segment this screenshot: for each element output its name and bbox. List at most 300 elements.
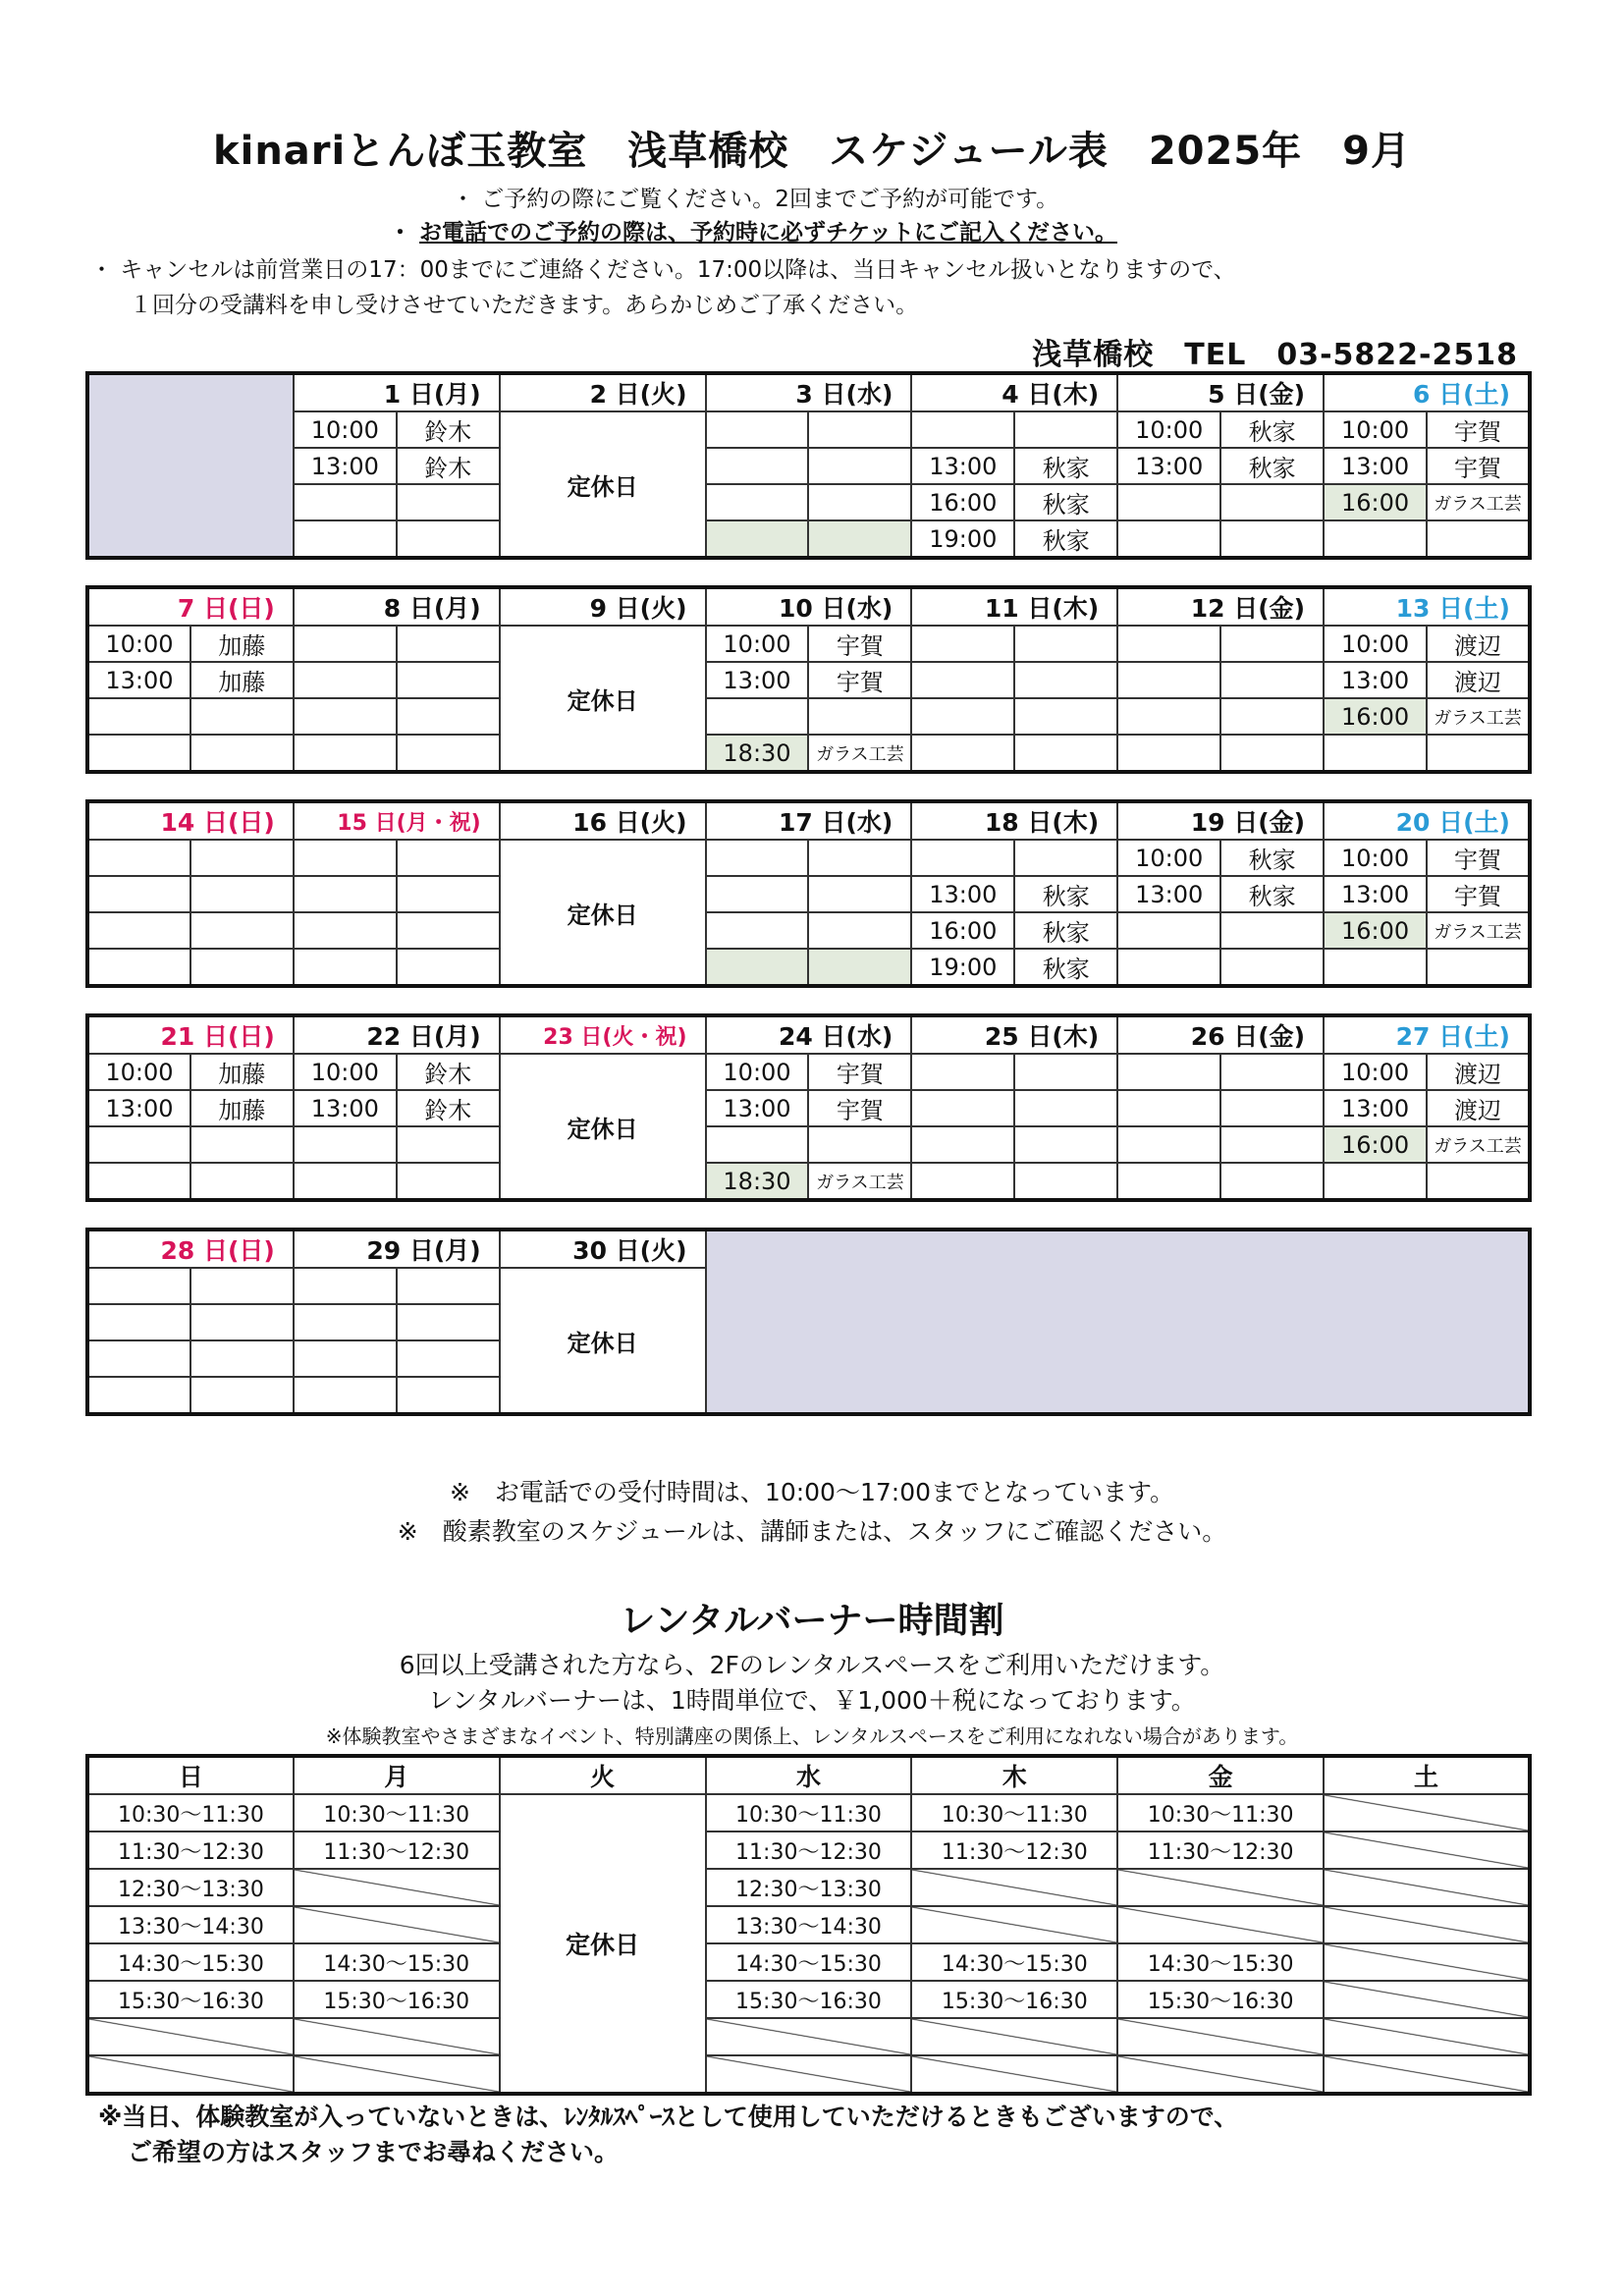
slot-instructor bbox=[1014, 1054, 1117, 1090]
slot-instructor bbox=[190, 735, 294, 772]
day-header: 3 日(水) bbox=[706, 373, 912, 411]
phone-reservation-note: ・ お電話でのご予約の際は、予約時に必ずチケットにご記入ください。 bbox=[389, 220, 1117, 246]
slot-instructor bbox=[1220, 698, 1324, 735]
rental-slot: 12:30～13:30 bbox=[706, 1869, 912, 1906]
slot-time bbox=[87, 840, 190, 876]
slot-instructor: 宇賀 bbox=[1427, 411, 1530, 448]
unavailable-slot bbox=[87, 2018, 294, 2055]
empty-day-cell bbox=[87, 373, 294, 558]
slot-instructor bbox=[397, 840, 500, 876]
slot-time: 13:00 bbox=[87, 1090, 190, 1126]
slot-instructor: 宇賀 bbox=[808, 662, 911, 698]
slot-time bbox=[1324, 949, 1427, 986]
slot-time: 13:00 bbox=[1117, 448, 1220, 484]
slot-instructor bbox=[397, 949, 500, 986]
slot-instructor bbox=[190, 1304, 294, 1340]
rental-slot: 15:30～16:30 bbox=[706, 1981, 912, 2018]
day-header: 29 日(月) bbox=[294, 1230, 500, 1268]
rental-slot: 13:30～14:30 bbox=[706, 1906, 912, 1943]
slot-instructor: 鈴木 bbox=[397, 411, 500, 448]
slot-instructor: ガラス工芸 bbox=[808, 735, 911, 772]
slot-row bbox=[87, 1126, 1530, 1163]
slot-time bbox=[1324, 520, 1427, 558]
slot-instructor bbox=[1427, 735, 1530, 772]
slot-time bbox=[1117, 912, 1220, 949]
slot-instructor: 宇賀 bbox=[1427, 840, 1530, 876]
slot-time: 10:00 bbox=[1117, 840, 1220, 876]
day-header: 19 日(金) bbox=[1117, 801, 1324, 840]
slot-instructor bbox=[1220, 520, 1324, 558]
rental-slot: 11:30～12:30 bbox=[911, 1831, 1117, 1869]
day-header: 24 日(水) bbox=[706, 1015, 912, 1054]
slot-instructor bbox=[397, 912, 500, 949]
slot-time: 10:00 bbox=[87, 626, 190, 662]
slot-instructor bbox=[1220, 949, 1324, 986]
rental-slot: 15:30～16:30 bbox=[87, 1981, 294, 2018]
slot-instructor: 渡辺 bbox=[1427, 662, 1530, 698]
rental-slot: 15:30～16:30 bbox=[1117, 1981, 1324, 2018]
slot-instructor: 鈴木 bbox=[397, 1090, 500, 1126]
slot-instructor bbox=[1220, 1090, 1324, 1126]
unavailable-slot bbox=[1324, 1831, 1530, 1869]
slot-time bbox=[294, 876, 397, 912]
slot-time bbox=[294, 484, 397, 520]
day-header: 30 日(火) bbox=[500, 1230, 706, 1268]
rental-slot: 12:30～13:30 bbox=[87, 1869, 294, 1906]
closed-day-cell: 定休日 bbox=[500, 1054, 706, 1200]
slot-time: 13:00 bbox=[706, 662, 809, 698]
unavailable-slot bbox=[1324, 2055, 1530, 2094]
slot-time bbox=[294, 1340, 397, 1377]
slot-time bbox=[87, 1268, 190, 1304]
slot-instructor: 加藤 bbox=[190, 1054, 294, 1090]
slot-time: 16:00 bbox=[911, 912, 1014, 949]
closed-day-cell: 定休日 bbox=[500, 840, 706, 986]
slot-row bbox=[87, 1163, 1530, 1200]
slot-instructor bbox=[808, 912, 911, 949]
slot-time bbox=[1117, 698, 1220, 735]
slot-instructor: 秋家 bbox=[1220, 411, 1324, 448]
slot-instructor bbox=[397, 1304, 500, 1340]
slot-instructor bbox=[1014, 411, 1117, 448]
slot-time: 10:00 bbox=[87, 1054, 190, 1090]
slot-time bbox=[1117, 662, 1220, 698]
slot-time: 13:00 bbox=[706, 1090, 809, 1126]
week-table bbox=[85, 585, 1532, 774]
slot-time bbox=[294, 626, 397, 662]
rental-day-header: 土 bbox=[1324, 1756, 1530, 1794]
slot-time bbox=[706, 912, 809, 949]
slot-time bbox=[911, 735, 1014, 772]
slot-time bbox=[911, 1163, 1014, 1200]
rental-day-header: 木 bbox=[911, 1756, 1117, 1794]
slot-instructor bbox=[1427, 1163, 1530, 1200]
slot-instructor bbox=[808, 520, 911, 558]
slot-time bbox=[1117, 735, 1220, 772]
slot-time: 16:00 bbox=[1324, 484, 1427, 520]
unavailable-slot bbox=[911, 1906, 1117, 1943]
slot-instructor bbox=[1220, 626, 1324, 662]
slot-instructor: ガラス工芸 bbox=[1427, 698, 1530, 735]
slot-time bbox=[87, 735, 190, 772]
day-header: 13 日(土) bbox=[1324, 587, 1530, 626]
slot-instructor bbox=[1220, 1054, 1324, 1090]
slot-instructor: 宇賀 bbox=[808, 626, 911, 662]
phone-hours-note: ※ お電話での受付時間は、10:00～17:00までとなっています。 bbox=[449, 1478, 1175, 1506]
slot-time bbox=[1117, 1054, 1220, 1090]
unavailable-slot bbox=[1117, 2018, 1324, 2055]
slot-row bbox=[87, 626, 1530, 662]
slot-instructor: 秋家 bbox=[1014, 876, 1117, 912]
slot-instructor bbox=[190, 949, 294, 986]
day-header: 14 日(日) bbox=[87, 801, 294, 840]
slot-instructor bbox=[1427, 949, 1530, 986]
rental-slot: 11:30～12:30 bbox=[1117, 1831, 1324, 1869]
day-header: 8 日(月) bbox=[294, 587, 500, 626]
slot-instructor bbox=[397, 626, 500, 662]
rental-slot: 14:30～15:30 bbox=[1117, 1943, 1324, 1981]
unavailable-slot bbox=[1324, 1794, 1530, 1831]
unavailable-slot bbox=[911, 2055, 1117, 2094]
slot-row bbox=[87, 484, 1530, 520]
slot-time bbox=[911, 1090, 1014, 1126]
slot-instructor bbox=[397, 1377, 500, 1414]
unavailable-slot bbox=[294, 1869, 500, 1906]
slot-time bbox=[294, 949, 397, 986]
day-header: 15 日(月・祝) bbox=[294, 801, 500, 840]
slot-instructor: 加藤 bbox=[190, 1090, 294, 1126]
unavailable-slot bbox=[294, 2055, 500, 2094]
slot-time: 19:00 bbox=[911, 520, 1014, 558]
slot-row bbox=[87, 698, 1530, 735]
slot-time: 13:00 bbox=[294, 448, 397, 484]
slot-time bbox=[87, 876, 190, 912]
slot-time: 13:00 bbox=[294, 1090, 397, 1126]
slot-time: 18:30 bbox=[706, 735, 809, 772]
slot-instructor bbox=[397, 1268, 500, 1304]
slot-instructor: ガラス工芸 bbox=[1427, 1126, 1530, 1163]
rental-slot: 13:30～14:30 bbox=[87, 1906, 294, 1943]
unavailable-slot bbox=[1117, 1906, 1324, 1943]
slot-instructor bbox=[190, 1268, 294, 1304]
slot-time bbox=[294, 662, 397, 698]
day-header: 28 日(日) bbox=[87, 1230, 294, 1268]
slot-row bbox=[87, 1054, 1530, 1090]
footer-note: ※当日、体験教室が入っていないときは、ﾚﾝﾀﾙｽﾍﾟｰｽとして使用していただけるときもございますので、 bbox=[98, 2103, 1239, 2131]
slot-time: 10:00 bbox=[706, 1054, 809, 1090]
rental-slot: 10:30～11:30 bbox=[87, 1794, 294, 1831]
slot-time: 16:00 bbox=[1324, 912, 1427, 949]
slot-instructor bbox=[397, 1163, 500, 1200]
slot-instructor: 渡辺 bbox=[1427, 626, 1530, 662]
slot-time bbox=[911, 626, 1014, 662]
rental-day-header: 日 bbox=[87, 1756, 294, 1794]
slot-instructor bbox=[190, 1126, 294, 1163]
slot-time bbox=[911, 662, 1014, 698]
slot-instructor: 秋家 bbox=[1014, 448, 1117, 484]
slot-instructor bbox=[808, 840, 911, 876]
rental-slot: 10:30～11:30 bbox=[911, 1794, 1117, 1831]
slot-time: 10:00 bbox=[1324, 840, 1427, 876]
unavailable-slot bbox=[706, 2018, 912, 2055]
slot-instructor: 宇賀 bbox=[1427, 876, 1530, 912]
reservation-note: ・ ご予約の際にご覧ください。2回までご予約が可能です。 bbox=[452, 187, 1059, 212]
slot-time bbox=[706, 1126, 809, 1163]
slot-time bbox=[294, 698, 397, 735]
slot-instructor bbox=[397, 1340, 500, 1377]
slot-instructor: 秋家 bbox=[1014, 949, 1117, 986]
slot-time bbox=[911, 840, 1014, 876]
slot-instructor bbox=[808, 949, 911, 986]
cancel-note-cont: １回分の受講料を申し受けさせていただきます。あらかじめご了承ください。 bbox=[130, 293, 919, 318]
slot-time bbox=[1117, 484, 1220, 520]
slot-instructor bbox=[1220, 484, 1324, 520]
slot-time: 13:00 bbox=[1324, 876, 1427, 912]
slot-time bbox=[1117, 949, 1220, 986]
slot-time: 19:00 bbox=[911, 949, 1014, 986]
rental-eligibility: 6回以上受講された方なら、2Fのレンタルスペースをご利用いただけます。 bbox=[399, 1651, 1225, 1679]
slot-time: 10:00 bbox=[294, 1054, 397, 1090]
slot-time bbox=[706, 411, 809, 448]
slot-instructor: 鈴木 bbox=[397, 448, 500, 484]
closed-day-cell: 定休日 bbox=[500, 626, 706, 772]
slot-row bbox=[87, 735, 1530, 772]
unavailable-slot bbox=[1117, 1869, 1324, 1906]
slot-time: 18:30 bbox=[706, 1163, 809, 1200]
school-phone: 浅草橋校 TEL 03-5822-2518 bbox=[1032, 338, 1518, 372]
slot-instructor: 秋家 bbox=[1220, 448, 1324, 484]
day-header: 5 日(金) bbox=[1117, 373, 1324, 411]
slot-instructor: ガラス工芸 bbox=[1427, 912, 1530, 949]
rental-slot: 11:30～12:30 bbox=[706, 1831, 912, 1869]
rental-slot: 14:30～15:30 bbox=[911, 1943, 1117, 1981]
slot-time bbox=[87, 1163, 190, 1200]
day-header: 12 日(金) bbox=[1117, 587, 1324, 626]
day-header: 23 日(火・祝) bbox=[500, 1015, 706, 1054]
slot-instructor bbox=[397, 484, 500, 520]
slot-instructor bbox=[190, 912, 294, 949]
slot-time bbox=[1324, 735, 1427, 772]
slot-time bbox=[87, 1340, 190, 1377]
slot-time bbox=[1117, 520, 1220, 558]
slot-instructor bbox=[1014, 662, 1117, 698]
slot-instructor bbox=[1220, 1163, 1324, 1200]
slot-time bbox=[87, 698, 190, 735]
slot-time bbox=[294, 520, 397, 558]
unavailable-slot bbox=[294, 2018, 500, 2055]
slot-time: 10:00 bbox=[294, 411, 397, 448]
slot-instructor bbox=[397, 698, 500, 735]
slot-instructor: 秋家 bbox=[1220, 840, 1324, 876]
slot-instructor bbox=[1014, 1163, 1117, 1200]
slot-row bbox=[87, 912, 1530, 949]
rental-day-header: 火 bbox=[500, 1756, 706, 1794]
rental-timetable bbox=[85, 1754, 1532, 2096]
day-header: 6 日(土) bbox=[1324, 373, 1530, 411]
slot-instructor bbox=[1427, 520, 1530, 558]
rental-slot: 15:30～16:30 bbox=[294, 1981, 500, 2018]
slot-time bbox=[87, 1126, 190, 1163]
slot-instructor: 秋家 bbox=[1014, 912, 1117, 949]
slot-instructor bbox=[397, 662, 500, 698]
day-header: 17 日(水) bbox=[706, 801, 912, 840]
page-title: kinariとんぼ玉教室 浅草橋校 スケジュール表 2025年 9月 bbox=[213, 129, 1411, 174]
slot-time bbox=[1117, 1090, 1220, 1126]
rental-slot: 11:30～12:30 bbox=[87, 1831, 294, 1869]
week-table bbox=[85, 1228, 1532, 1416]
slot-time: 10:00 bbox=[1117, 411, 1220, 448]
slot-instructor bbox=[1220, 735, 1324, 772]
slot-time: 10:00 bbox=[706, 626, 809, 662]
slot-time: 13:00 bbox=[1324, 662, 1427, 698]
slot-instructor bbox=[808, 876, 911, 912]
slot-time bbox=[294, 840, 397, 876]
slot-row bbox=[87, 1090, 1530, 1126]
day-header: 16 日(火) bbox=[500, 801, 706, 840]
slot-instructor: ガラス工芸 bbox=[808, 1163, 911, 1200]
slot-instructor bbox=[397, 520, 500, 558]
slot-row bbox=[87, 448, 1530, 484]
rental-day-header: 金 bbox=[1117, 1756, 1324, 1794]
slot-instructor: 渡辺 bbox=[1427, 1090, 1530, 1126]
slot-time bbox=[294, 735, 397, 772]
slot-instructor bbox=[190, 876, 294, 912]
rental-slot: 14:30～15:30 bbox=[706, 1943, 912, 1981]
slot-instructor bbox=[190, 840, 294, 876]
oxygen-class-note: ※ 酸素教室のスケジュールは、講師または、スタッフにご確認ください。 bbox=[397, 1517, 1227, 1546]
day-header: 2 日(火) bbox=[500, 373, 706, 411]
cancel-note: ・ キャンセルは前営業日の17：00までにご連絡ください。17:00以降は、当日キャンセル扱いとなりますので、 bbox=[90, 257, 1236, 283]
rental-closed-cell: 定休日 bbox=[500, 1794, 706, 2094]
slot-time bbox=[706, 876, 809, 912]
slot-time bbox=[87, 1377, 190, 1414]
day-header: 11 日(木) bbox=[911, 587, 1117, 626]
slot-instructor bbox=[1014, 626, 1117, 662]
slot-instructor: 秋家 bbox=[1014, 520, 1117, 558]
slot-time bbox=[1117, 1163, 1220, 1200]
unavailable-slot bbox=[706, 2055, 912, 2094]
slot-time bbox=[706, 520, 809, 558]
slot-instructor bbox=[1220, 912, 1324, 949]
empty-month-end-cell bbox=[706, 1230, 1530, 1414]
rental-slot: 14:30～15:30 bbox=[87, 1943, 294, 1981]
day-header: 18 日(木) bbox=[911, 801, 1117, 840]
day-header: 25 日(木) bbox=[911, 1015, 1117, 1054]
slot-instructor bbox=[1014, 735, 1117, 772]
slot-time bbox=[706, 484, 809, 520]
slot-instructor: 宇賀 bbox=[808, 1090, 911, 1126]
slot-instructor: 秋家 bbox=[1220, 876, 1324, 912]
week-table bbox=[85, 1013, 1532, 1202]
slot-instructor bbox=[397, 1126, 500, 1163]
rental-slot: 10:30～11:30 bbox=[706, 1794, 912, 1831]
rental-day-header: 水 bbox=[706, 1756, 912, 1794]
slot-time: 13:00 bbox=[1324, 448, 1427, 484]
slot-instructor bbox=[190, 1377, 294, 1414]
unavailable-slot bbox=[911, 1869, 1117, 1906]
closed-day-cell: 定休日 bbox=[500, 411, 706, 558]
slot-instructor: 渡辺 bbox=[1427, 1054, 1530, 1090]
slot-row bbox=[87, 662, 1530, 698]
slot-time: 10:00 bbox=[1324, 1054, 1427, 1090]
rental-caveat: ※体験教室やさまざまなイベント、特別講座の関係上、レンタルスペースをご利用になれない場合があります。 bbox=[325, 1724, 1299, 1748]
rental-slot: 14:30～15:30 bbox=[294, 1943, 500, 1981]
rental-day-header: 月 bbox=[294, 1756, 500, 1794]
slot-time bbox=[706, 949, 809, 986]
week-table bbox=[85, 371, 1532, 560]
slot-time bbox=[706, 448, 809, 484]
slot-time: 13:00 bbox=[1117, 876, 1220, 912]
slot-instructor bbox=[808, 448, 911, 484]
phone-reservation-text: お電話でのご予約の際は、予約時に必ずチケットにご記入ください。 bbox=[419, 220, 1117, 246]
slot-row bbox=[87, 411, 1530, 448]
slot-instructor bbox=[808, 698, 911, 735]
slot-time bbox=[1324, 1163, 1427, 1200]
rental-slot: 10:30～11:30 bbox=[1117, 1794, 1324, 1831]
slot-time: 10:00 bbox=[1324, 411, 1427, 448]
rental-title: レンタルバーナー時間割 bbox=[620, 1601, 1004, 1641]
slot-instructor bbox=[397, 876, 500, 912]
slot-instructor: 宇賀 bbox=[808, 1054, 911, 1090]
day-header: 9 日(火) bbox=[500, 587, 706, 626]
slot-instructor: 加藤 bbox=[190, 626, 294, 662]
rental-slot: 10:30～11:30 bbox=[294, 1794, 500, 1831]
unavailable-slot bbox=[1324, 1943, 1530, 1981]
slot-time bbox=[294, 912, 397, 949]
rental-slot: 11:30～12:30 bbox=[294, 1831, 500, 1869]
slot-row bbox=[87, 840, 1530, 876]
slot-time bbox=[87, 949, 190, 986]
slot-time bbox=[87, 1304, 190, 1340]
slot-instructor bbox=[808, 411, 911, 448]
day-header: 7 日(日) bbox=[87, 587, 294, 626]
slot-instructor bbox=[808, 484, 911, 520]
slot-instructor bbox=[1014, 1126, 1117, 1163]
slot-instructor bbox=[397, 735, 500, 772]
slot-time bbox=[1117, 626, 1220, 662]
unavailable-slot bbox=[1324, 1869, 1530, 1906]
slot-time bbox=[87, 912, 190, 949]
slot-instructor bbox=[190, 1163, 294, 1200]
slot-row bbox=[87, 520, 1530, 558]
slot-instructor: ガラス工芸 bbox=[1427, 484, 1530, 520]
day-header: 1 日(月) bbox=[294, 373, 500, 411]
slot-time: 13:00 bbox=[911, 876, 1014, 912]
day-header: 26 日(金) bbox=[1117, 1015, 1324, 1054]
slot-instructor bbox=[1014, 698, 1117, 735]
slot-instructor: 宇賀 bbox=[1427, 448, 1530, 484]
slot-time bbox=[294, 1377, 397, 1414]
slot-time: 16:00 bbox=[1324, 1126, 1427, 1163]
unavailable-slot bbox=[911, 2018, 1117, 2055]
day-header: 20 日(土) bbox=[1324, 801, 1530, 840]
slot-instructor bbox=[190, 1340, 294, 1377]
slot-time: 13:00 bbox=[911, 448, 1014, 484]
slot-instructor bbox=[1220, 1126, 1324, 1163]
slot-time bbox=[911, 411, 1014, 448]
day-header: 21 日(日) bbox=[87, 1015, 294, 1054]
slot-time bbox=[911, 1054, 1014, 1090]
day-header: 10 日(水) bbox=[706, 587, 912, 626]
slot-time bbox=[706, 698, 809, 735]
slot-instructor bbox=[1014, 1090, 1117, 1126]
slot-time bbox=[706, 840, 809, 876]
slot-instructor: 秋家 bbox=[1014, 484, 1117, 520]
footer-note-cont: ご希望の方はスタッフまでお尋ねください。 bbox=[128, 2138, 620, 2166]
slot-time bbox=[294, 1126, 397, 1163]
unavailable-slot bbox=[1324, 1981, 1530, 2018]
rental-price: レンタルバーナーは、1時間単位で、￥1,000＋税になっております。 bbox=[428, 1686, 1196, 1715]
